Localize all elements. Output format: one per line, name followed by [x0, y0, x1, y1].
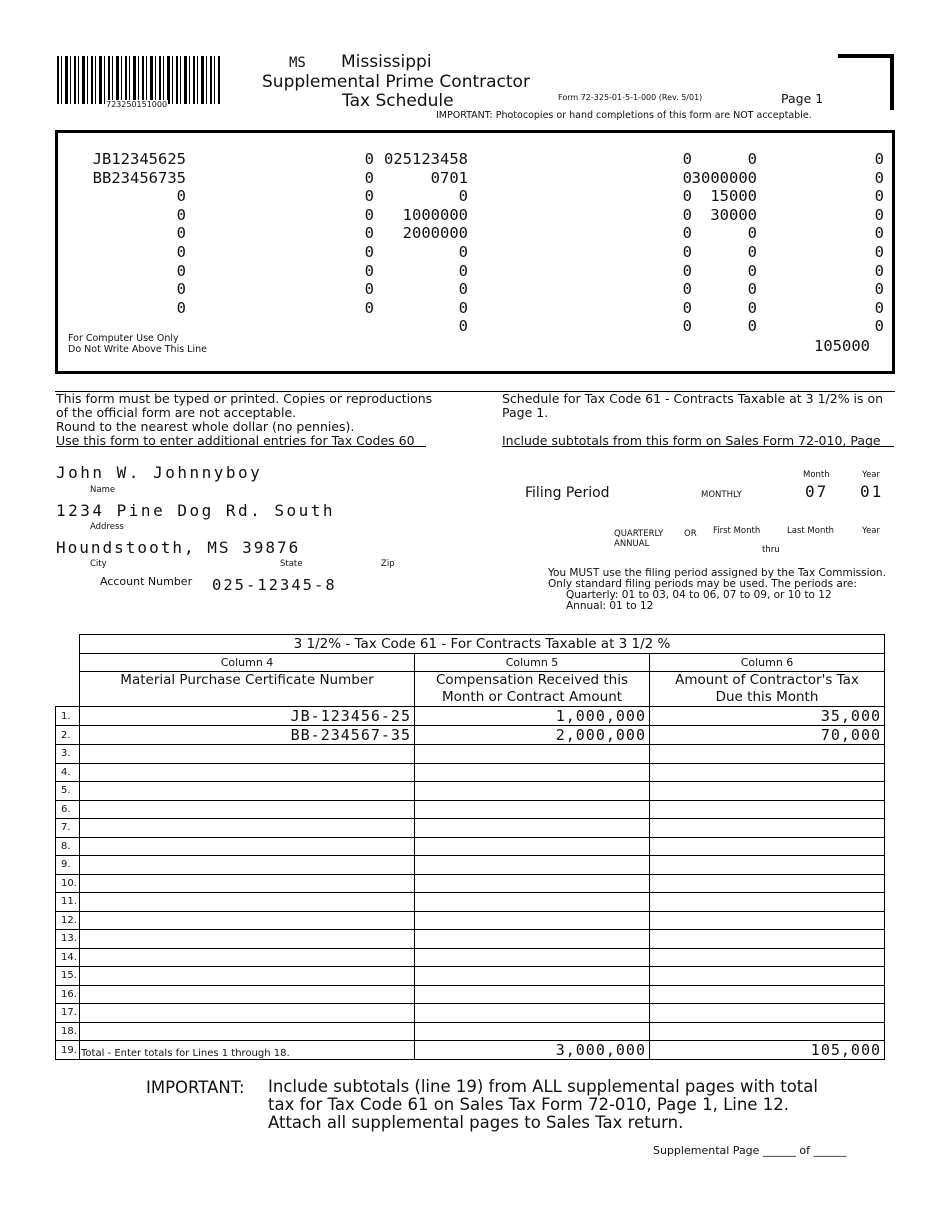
- line-number: 15.: [56, 967, 80, 986]
- table-row: [56, 856, 885, 875]
- state-label: State: [280, 559, 303, 569]
- account-number: 025-12345-8: [212, 576, 337, 594]
- computer-use-value: 0: [176, 205, 186, 224]
- table-row: [56, 930, 885, 949]
- computer-use-value: 0: [874, 261, 884, 280]
- zip-label: Zip: [381, 559, 395, 569]
- contractor-tax-cell[interactable]: [650, 948, 885, 967]
- footer-instructions: [268, 1078, 818, 1132]
- certificate-number-cell[interactable]: [80, 930, 415, 949]
- computer-use-value: 0: [458, 243, 468, 261]
- footer-line: Include subtotals (line 19) from ALL supplemental pages with total: [268, 1077, 818, 1096]
- certificate-number-cell[interactable]: [80, 948, 415, 967]
- filing-note: Quarterly: 01 to 03, 04 to 06, 07 to 09, or 10 to 12: [566, 589, 832, 601]
- table-row: [56, 763, 885, 782]
- computer-use-value: 2000000: [402, 224, 468, 243]
- computer-use-value: 0701: [430, 168, 468, 187]
- computer-use-value: BB23456735: [92, 168, 186, 187]
- line-number: 13.: [56, 930, 80, 949]
- taxpayer-city-state-zip: Houndstooth, MS 39876: [56, 538, 301, 557]
- computer-use-value: 0: [176, 243, 186, 261]
- filing-period-notes: [548, 568, 886, 612]
- compensation-cell[interactable]: [415, 1004, 650, 1023]
- computer-use-value: 0: [176, 298, 186, 317]
- computer-use-value: 0: [682, 280, 692, 299]
- computer-use-value: 0: [458, 280, 468, 299]
- computer-use-value: 0: [747, 317, 757, 336]
- state-abbr: MS: [289, 55, 306, 71]
- taxpayer-address: 1234 Pine Dog Rd. South: [56, 501, 336, 520]
- compensation-cell[interactable]: [415, 856, 650, 875]
- contractor-tax-cell[interactable]: [650, 911, 885, 930]
- column-6-label: Column 6: [650, 653, 885, 672]
- taxpayer-name: John W. Johnnyboy: [56, 463, 263, 482]
- instructions-left: [56, 392, 432, 448]
- monthly-label: MONTHLY: [701, 490, 742, 500]
- total-label: Total - Enter totals for Lines 1 through 18.: [80, 1041, 415, 1060]
- footer-line: Attach all supplemental pages to Sales Tax return.: [268, 1113, 684, 1132]
- computer-use-value: 1000000: [402, 205, 468, 224]
- instruction-line: of the official form are not acceptable.: [56, 405, 297, 420]
- certificate-number-cell[interactable]: BB-234567-35: [80, 726, 415, 745]
- compensation-cell[interactable]: [415, 911, 650, 930]
- computer-use-value: 0: [176, 187, 186, 206]
- line-number: 10.: [56, 874, 80, 893]
- footer-line: tax for Tax Code 61 on Sales Tax Form 72-010, Page 1, Line 12.: [268, 1095, 789, 1114]
- contractor-tax-cell[interactable]: [650, 745, 885, 764]
- line-number: 6.: [56, 800, 80, 819]
- computer-use-value: 0: [747, 243, 757, 261]
- filing-period-label: Filing Period: [525, 485, 610, 501]
- certificate-number-cell[interactable]: [80, 911, 415, 930]
- compensation-cell[interactable]: [415, 948, 650, 967]
- certificate-number-cell[interactable]: [80, 745, 415, 764]
- address-label: Address: [90, 522, 124, 532]
- table-row: [56, 985, 885, 1004]
- line-number: 9.: [56, 856, 80, 875]
- line-number: 7.: [56, 819, 80, 838]
- computer-use-value: 0: [874, 224, 884, 243]
- column-5-title-line: Compensation Received this: [435, 672, 629, 688]
- column-4-title: [80, 672, 415, 707]
- computer-use-value: 0: [364, 243, 374, 261]
- table-row: [56, 948, 885, 967]
- form-number: Form 72-325-01-5-1-000 (Rev. 5/01): [558, 93, 703, 102]
- computer-use-value: JB12345625: [92, 150, 186, 168]
- computer-use-value: 3000000: [691, 168, 757, 187]
- page-number: Page 1: [781, 91, 824, 106]
- compensation-cell[interactable]: [415, 893, 650, 912]
- compensation-cell[interactable]: [415, 745, 650, 764]
- contractor-tax-cell[interactable]: [650, 800, 885, 819]
- barcode: [57, 56, 220, 104]
- computer-use-box: [55, 130, 895, 374]
- table-row: [56, 837, 885, 856]
- line-number: 1.: [56, 707, 80, 726]
- filing-note: Annual: 01 to 12: [566, 600, 654, 612]
- table-row: [56, 707, 885, 726]
- certificate-number-cell[interactable]: [80, 763, 415, 782]
- column-5-title: [415, 672, 650, 707]
- computer-use-value: 0: [364, 150, 374, 168]
- instruction-line: Page 1.: [502, 405, 549, 420]
- computer-use-value: 0: [874, 150, 884, 168]
- line-number: 5.: [56, 782, 80, 801]
- contractor-tax-cell[interactable]: [650, 763, 885, 782]
- last-month-label: Last Month: [787, 526, 835, 536]
- certificate-number-cell[interactable]: [80, 967, 415, 986]
- table-row: [56, 967, 885, 986]
- line-number: 4.: [56, 763, 80, 782]
- line-number: 18.: [56, 1022, 80, 1041]
- contractor-tax-cell[interactable]: [650, 837, 885, 856]
- instruction-line: Round to the nearest whole dollar (no pennies).: [56, 419, 355, 434]
- year-label: Year: [862, 470, 880, 480]
- compensation-cell[interactable]: [415, 985, 650, 1004]
- schedule-table: [55, 634, 885, 1060]
- computer-use-value: 0: [458, 298, 468, 317]
- computer-use-value: 0: [364, 205, 374, 224]
- contractor-tax-cell[interactable]: [650, 985, 885, 1004]
- filing-month: 07: [805, 482, 829, 501]
- computer-use-value: 0: [747, 224, 757, 243]
- computer-use-value: 0: [682, 168, 692, 187]
- footer-important-label: IMPORTANT:: [146, 1078, 245, 1097]
- table-row: [56, 911, 885, 930]
- table-row: [56, 893, 885, 912]
- computer-use-value: 0: [176, 261, 186, 280]
- computer-use-value: 0: [874, 317, 884, 336]
- computer-use-value: 30000: [710, 205, 757, 224]
- contractor-tax-cell[interactable]: [650, 856, 885, 875]
- computer-use-value: 0: [874, 298, 884, 317]
- column-5-label: Column 5: [415, 653, 650, 672]
- instruction-line: Use this form to enter additional entries for Tax Codes 60: [56, 433, 415, 448]
- column-5-title-line: Month or Contract Amount: [441, 689, 623, 705]
- certificate-number-cell[interactable]: JB-123456-25: [80, 707, 415, 726]
- important-note: IMPORTANT: Photocopies or hand completions of this form are NOT acceptable.: [436, 110, 812, 121]
- contractor-tax-cell[interactable]: [650, 1004, 885, 1023]
- form-subtitle: Tax Schedule: [342, 91, 454, 111]
- line-number: 12.: [56, 911, 80, 930]
- certificate-number-cell[interactable]: [80, 893, 415, 912]
- computer-use-value: 0: [747, 298, 757, 317]
- certificate-number-cell[interactable]: [80, 856, 415, 875]
- computer-use-value: 0: [747, 261, 757, 280]
- month-label: Month: [803, 470, 830, 480]
- city-label: City: [90, 559, 107, 569]
- supplemental-page: Supplemental Page ______ of ______: [653, 1144, 847, 1157]
- instruction-line: Schedule for Tax Code 61 - Contracts Taxable at 3 1/2% is on: [502, 391, 884, 406]
- instructions-right: [502, 392, 883, 448]
- contractor-tax-cell[interactable]: [650, 782, 885, 801]
- column-6-title: [650, 672, 885, 707]
- instruction-line: This form must be typed or printed. Copies or reproductions: [56, 391, 433, 406]
- computer-use-value: 0: [682, 317, 692, 336]
- line-number: 3.: [56, 745, 80, 764]
- computer-use-value: 0: [458, 187, 468, 206]
- computer-use-value: 0: [364, 168, 374, 187]
- compensation-cell[interactable]: [415, 967, 650, 986]
- computer-use-value: 0: [874, 205, 884, 224]
- divider: [56, 446, 426, 447]
- computer-use-value: 0: [364, 224, 374, 243]
- divider: [502, 446, 894, 447]
- line-number: 11.: [56, 893, 80, 912]
- computer-use-value: 0: [364, 298, 374, 317]
- line-number: 16.: [56, 985, 80, 1004]
- computer-use-value: 0: [364, 261, 374, 280]
- compensation-cell[interactable]: 1,000,000: [415, 707, 650, 726]
- compensation-cell[interactable]: 2,000,000: [415, 726, 650, 745]
- column-4-label: Column 4: [80, 653, 415, 672]
- certificate-number-cell[interactable]: [80, 800, 415, 819]
- table-row: [56, 745, 885, 764]
- instruction-line: Include subtotals from this form on Sales Form 72-010, Page: [502, 433, 881, 448]
- computer-use-value: 0: [458, 317, 468, 336]
- computer-use-total: 105000: [814, 337, 870, 355]
- total-compensation[interactable]: 3,000,000: [415, 1041, 650, 1060]
- computer-use-value: 0: [682, 150, 692, 168]
- compensation-cell[interactable]: [415, 782, 650, 801]
- certificate-number-cell[interactable]: [80, 874, 415, 893]
- table-row: [56, 874, 885, 893]
- or-label: OR: [684, 529, 697, 539]
- certificate-number-cell[interactable]: [80, 819, 415, 838]
- computer-use-value: 0: [682, 298, 692, 317]
- compensation-cell[interactable]: [415, 800, 650, 819]
- schedule-title: 3 1/2% - Tax Code 61 - For Contracts Taxable at 3 1/2 %: [80, 635, 885, 654]
- table-row: [56, 782, 885, 801]
- account-number-label: Account Number: [100, 575, 193, 588]
- line-number: 14.: [56, 948, 80, 967]
- line-number: 17.: [56, 1004, 80, 1023]
- registration-mark: [838, 54, 894, 110]
- line-number: 8.: [56, 837, 80, 856]
- computer-use-note: For Computer Use Only: [68, 333, 179, 344]
- contractor-tax-cell[interactable]: 70,000: [650, 726, 885, 745]
- certificate-number-cell[interactable]: [80, 1004, 415, 1023]
- computer-use-value: 0: [874, 243, 884, 261]
- compensation-cell[interactable]: [415, 930, 650, 949]
- computer-use-value: 025123458: [384, 150, 468, 168]
- contractor-tax-cell[interactable]: [650, 893, 885, 912]
- contractor-tax-cell[interactable]: [650, 819, 885, 838]
- certificate-number-cell[interactable]: [80, 837, 415, 856]
- state-name: Mississippi: [341, 52, 432, 72]
- computer-use-value: 0: [874, 280, 884, 299]
- line-number: 19.: [56, 1041, 80, 1060]
- compensation-cell[interactable]: [415, 1022, 650, 1041]
- computer-use-value: 15000: [710, 187, 757, 206]
- compensation-cell[interactable]: [415, 763, 650, 782]
- filing-note: Only standard filing periods may be used. The periods are:: [548, 578, 857, 590]
- computer-use-value: 0: [682, 224, 692, 243]
- computer-use-value: 0: [176, 280, 186, 299]
- compensation-cell[interactable]: [415, 819, 650, 838]
- barcode-number: 723250151000: [106, 100, 168, 109]
- thru-label: thru: [762, 545, 780, 555]
- table-row: [56, 1022, 885, 1041]
- table-row: [56, 726, 885, 745]
- computer-use-value: 0: [874, 187, 884, 206]
- contractor-tax-cell[interactable]: [650, 1022, 885, 1041]
- year-label-quarterly: Year: [862, 526, 880, 536]
- form-title: Supplemental Prime Contractor: [262, 72, 530, 92]
- filing-year: 01: [860, 482, 884, 501]
- certificate-number-cell[interactable]: [80, 985, 415, 1004]
- computer-use-value: 0: [364, 280, 374, 299]
- filing-note: You MUST use the filing period assigned by the Tax Commission.: [548, 567, 886, 579]
- computer-use-value: 0: [682, 261, 692, 280]
- computer-use-value: 0: [176, 224, 186, 243]
- column-6-title-line: Due this Month: [715, 689, 819, 705]
- quarterly-label: QUARTERLY: [614, 529, 664, 539]
- first-month-label: First Month: [713, 526, 761, 536]
- name-label: Name: [90, 485, 116, 495]
- table-row: [56, 819, 885, 838]
- column-6-title-line: Amount of Contractor's Tax: [675, 672, 859, 688]
- total-row: [56, 1041, 885, 1060]
- computer-use-value: 0: [874, 168, 884, 187]
- total-contractor-tax[interactable]: 105,000: [650, 1041, 885, 1060]
- compensation-cell[interactable]: [415, 874, 650, 893]
- computer-use-value: 0: [364, 187, 374, 206]
- certificate-number-cell[interactable]: [80, 782, 415, 801]
- line-number: 2.: [56, 726, 80, 745]
- contractor-tax-cell[interactable]: [650, 930, 885, 949]
- contractor-tax-cell[interactable]: 35,000: [650, 707, 885, 726]
- computer-use-value: 0: [747, 280, 757, 299]
- table-row: [56, 1004, 885, 1023]
- contractor-tax-cell[interactable]: [650, 874, 885, 893]
- table-row: [56, 800, 885, 819]
- do-not-write-note: Do Not Write Above This Line: [68, 344, 207, 355]
- computer-use-value: 0: [458, 261, 468, 280]
- compensation-cell[interactable]: [415, 837, 650, 856]
- computer-use-value: 0: [682, 187, 692, 206]
- annual-label: ANNUAL: [614, 539, 650, 549]
- certificate-number-cell[interactable]: [80, 1022, 415, 1041]
- column-4-title-text: Material Purchase Certificate Number: [120, 672, 374, 688]
- computer-use-value: 0: [682, 243, 692, 261]
- computer-use-value: 0: [747, 150, 757, 168]
- contractor-tax-cell[interactable]: [650, 967, 885, 986]
- computer-use-value: 0: [682, 205, 692, 224]
